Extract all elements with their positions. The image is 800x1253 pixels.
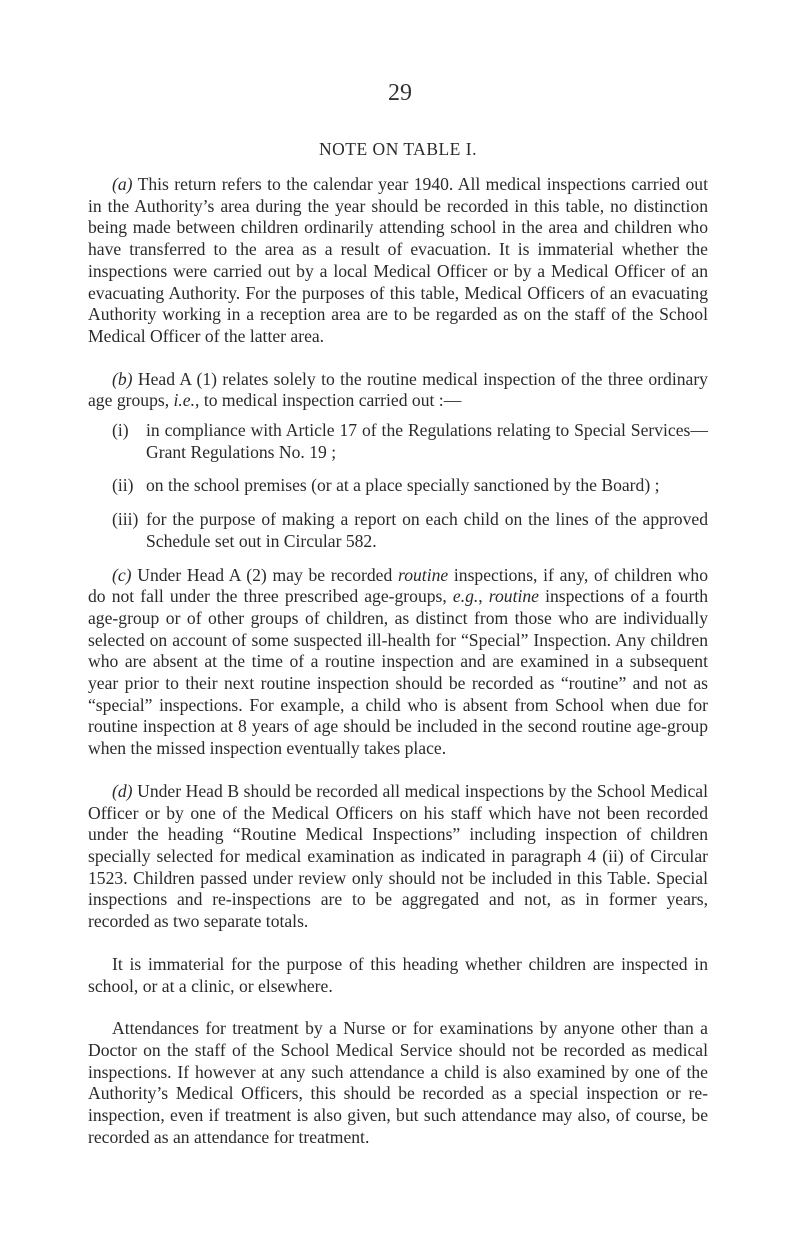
paragraph-c-text-3: , bbox=[478, 586, 489, 607]
paragraph-b-italic-1: i.e. bbox=[173, 390, 196, 411]
paragraph-c-italic-3: routine bbox=[488, 586, 539, 607]
list-item-text: in compliance with Article 17 of the Regulations relating to Special Services—Grant Regulations No. 19 ; bbox=[146, 420, 708, 462]
paragraph-c-italic-1: routine bbox=[398, 564, 449, 585]
paragraph-a-text: This return refers to the calendar year 1940. All medical inspections carried out in the Authority’s area during the year should be recorded in this table, no distinction being made between children ordinarily attending school in the area and children who have transferred to the area as a result of evacuation. It is immaterial whether the inspections were carried out by a local Medical Officer or by a Medical Officer of an evacuating Authority. For the purposes of this table, Medical Officers of an evacuating Authority working in a reception area are to be regarded as on the staff of the School Medical Officer of the latter area. bbox=[88, 174, 708, 346]
list-item-text: for the purpose of making a report on each child on the lines of the approved Schedule set out in Circular 582. bbox=[146, 509, 708, 551]
list-item bbox=[88, 475, 708, 497]
list-item-number: (ii) bbox=[112, 475, 134, 496]
paragraph-c-italic-2: e.g. bbox=[452, 586, 479, 607]
paragraph-c-text-2: inspections, if any, of children who do not fall under the three prescribed age-groups, bbox=[88, 564, 708, 607]
paragraph-b-label: (b) bbox=[112, 368, 133, 389]
paragraph-e: It is immaterial for the purpose of this heading whether children are inspected in school, or at a clinic, or elsewhere. bbox=[88, 953, 708, 996]
paragraph-c bbox=[88, 565, 708, 760]
paragraph-a bbox=[88, 174, 708, 348]
paragraph-c-text-1: Under Head A (2) may be recorded bbox=[137, 564, 399, 585]
paragraph-c-label: (c) bbox=[112, 564, 132, 585]
list-item-number: (iii) bbox=[112, 509, 139, 530]
paragraph-f: Attendances for treatment by a Nurse or for examinations by anyone other than a Doctor on the staff of the School Medical Service should not be recorded as medical inspections. If however at any such attendance a child is also examined by one of the Authority’s Medical Officers, this should be recorded as a special inspection or re-inspection, even if treatment is also given, but such attendance may also, of course, be recorded as an attendance for treatment. bbox=[88, 1018, 708, 1147]
paragraph-b-list bbox=[88, 420, 708, 553]
paragraph-b-text-2: , to medical inspection carried out :— bbox=[195, 390, 462, 411]
paragraph-c-text-4: inspections of a fourth age-group or of other groups of children, as distinct from those who are individually selected on account of some suspected ill-health for “Special” Inspection. Any children who are absent at the time of a routine inspection and are examined in a subsequent year prior to their next routine inspection should be recorded as “routine” and not as “special” inspections. For example, a child who is absent from School when due for routine inspection at 8 years of age should be included in the second routine age-group when the missed inspection eventually takes place. bbox=[88, 586, 708, 759]
paragraph-d-label: (d) bbox=[112, 780, 133, 801]
paragraph-d-text: Under Head B should be recorded all medical inspections by the School Medical Officer or by one of the Medical Officers on his staff which have not been recorded under the heading “Routine Medical Inspections” including inspection of children specially selected for medical examination as indicated in paragraph 4 (ii) of Circular 1523. Children passed under review only should not be included in this Table. Special inspections and re-inspections are to be aggregated and not, as in former years, recorded as two separate totals. bbox=[88, 780, 708, 932]
paragraph-b bbox=[88, 369, 708, 412]
list-item bbox=[88, 420, 708, 463]
list-item-number: (i) bbox=[112, 420, 129, 441]
paragraph-d bbox=[88, 781, 708, 933]
page-title: NOTE ON TABLE I. bbox=[319, 139, 477, 159]
page-number: 29 bbox=[388, 80, 412, 106]
paragraph-a-label: (a) bbox=[112, 174, 133, 194]
paragraph-b-text-1: Head A (1) relates solely to the routine medical inspection of the three ordinary age groups, bbox=[88, 368, 708, 411]
list-item-text: on the school premises (or at a place specially sanctioned by the Board) ; bbox=[146, 475, 660, 496]
list-item bbox=[88, 509, 708, 552]
document-body bbox=[88, 139, 708, 1148]
